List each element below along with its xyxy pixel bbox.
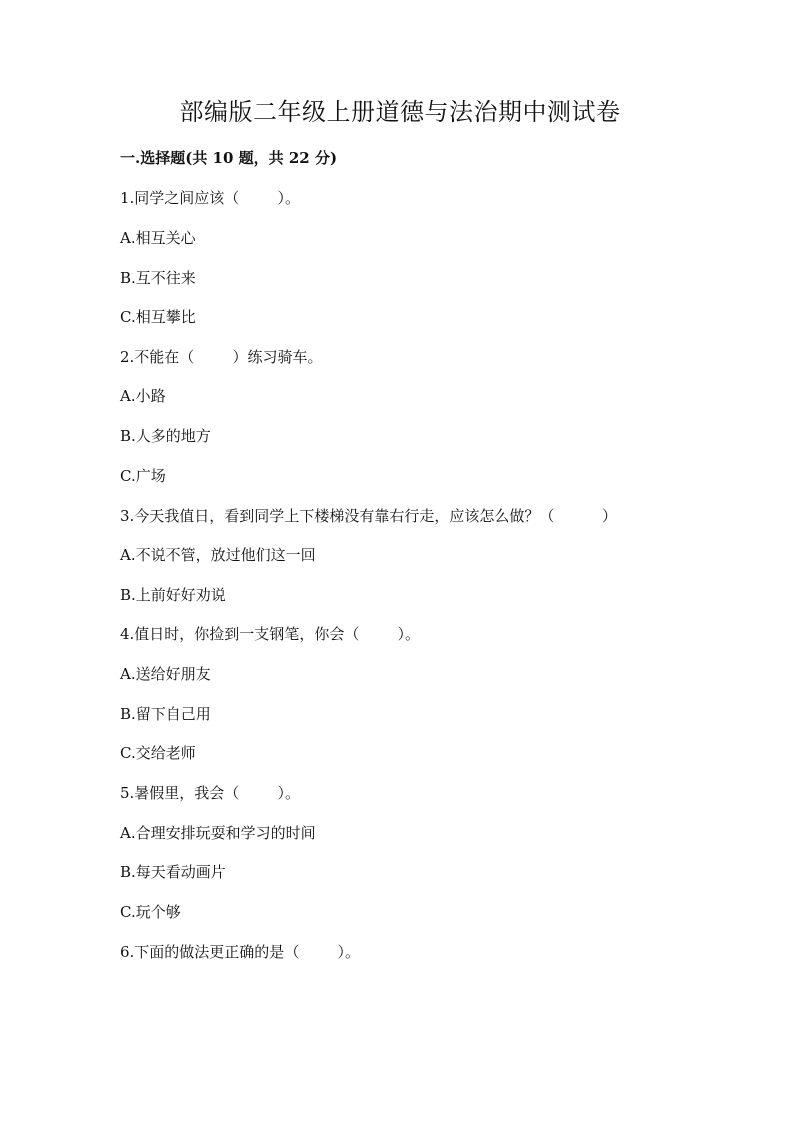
option-3b: B.上前好好劝说 bbox=[120, 586, 226, 604]
option-1b: B.互不往来 bbox=[120, 269, 196, 287]
option-5c: C.玩个够 bbox=[120, 903, 181, 921]
question-3: 3.今天我值日，看到同学上下楼梯没有靠右行走，应该怎么做？（ ） bbox=[120, 507, 617, 525]
section-heading: 一.选择题(共 10 题，共 22 分) bbox=[120, 149, 338, 167]
question-1: 1.同学之间应该（ ）。 bbox=[120, 189, 300, 207]
option-4b: B.留下自己用 bbox=[120, 705, 211, 723]
option-4a: A.送给好朋友 bbox=[120, 665, 211, 683]
question-2: 2.不能在（ ）练习骑车。 bbox=[120, 348, 323, 366]
option-1a: A.相互关心 bbox=[120, 229, 196, 247]
option-4c: C.交给老师 bbox=[120, 744, 196, 762]
exam-title: 部编版二年级上册道德与法治期中测试卷 bbox=[179, 98, 621, 126]
question-6: 6.下面的做法更正确的是（ ）。 bbox=[120, 943, 360, 961]
option-2b: B.人多的地方 bbox=[120, 427, 211, 445]
question-4: 4.值日时，你捡到一支钢笔，你会（ ）。 bbox=[120, 625, 420, 643]
question-5: 5.暑假里，我会（ ）。 bbox=[120, 784, 300, 802]
option-1c: C.相互攀比 bbox=[120, 308, 196, 326]
option-3a: A.不说不管，放过他们这一回 bbox=[120, 546, 316, 564]
option-5b: B.每天看动画片 bbox=[120, 863, 226, 881]
option-5a: A.合理安排玩耍和学习的时间 bbox=[120, 824, 316, 842]
option-2a: A.小路 bbox=[120, 387, 166, 405]
option-2c: C.广场 bbox=[120, 467, 166, 485]
